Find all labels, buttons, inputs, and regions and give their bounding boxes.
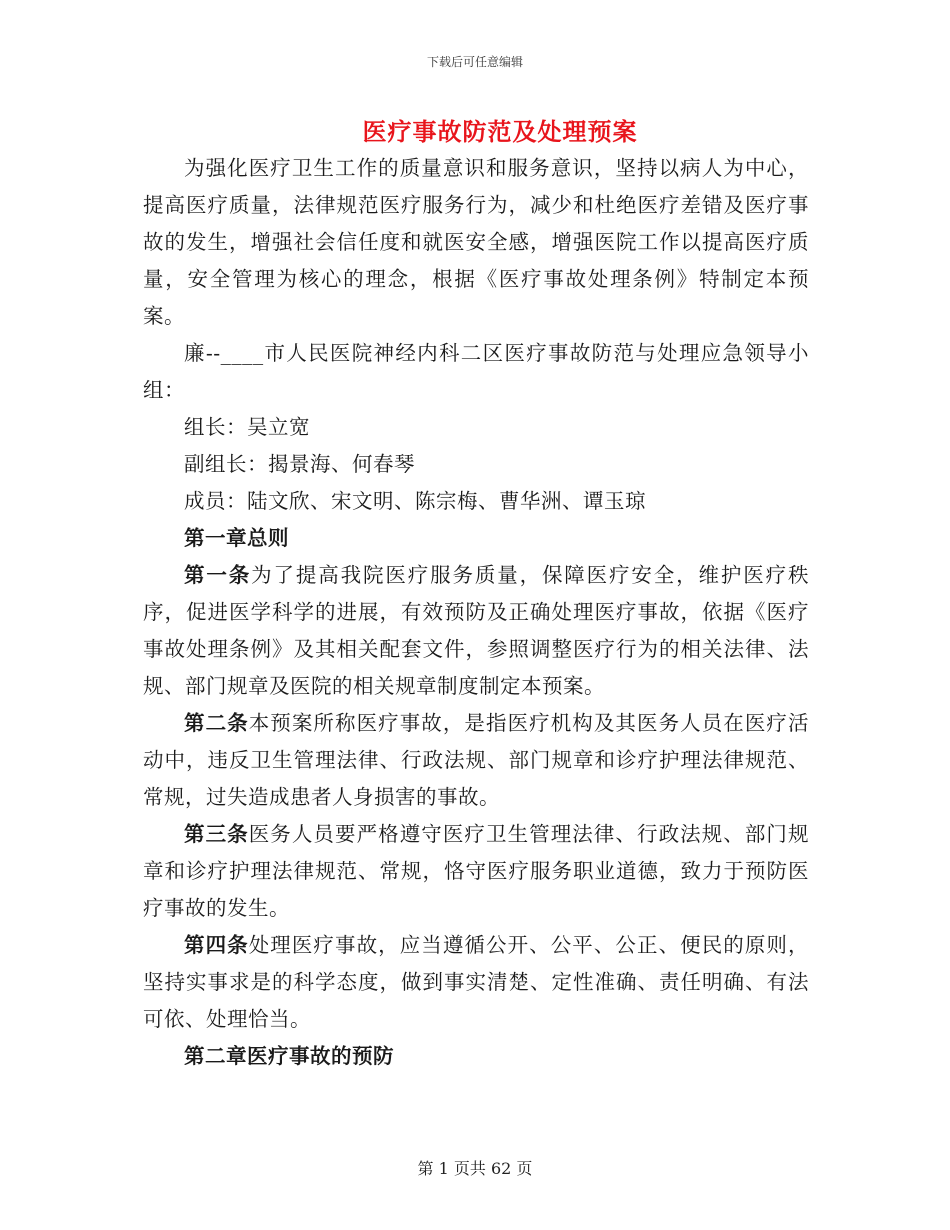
article-lead: 第一条 (184, 563, 252, 587)
deputy-line: 副组长：揭景海、何春琴 (184, 452, 415, 476)
article-paragraph (143, 557, 809, 705)
article-text: 处理医疗事故，应当遵循公开、公平、公正、便民的原则，坚持实事求是的科学态度，做到事实清楚、定性准确、责任明确、有法可依、处理恰当。 (143, 933, 810, 1031)
members-line: 成员：陆文欣、宋文明、陈宗梅、曹华洲、谭玉琼 (184, 489, 646, 513)
article-lead: 第三条 (184, 822, 249, 846)
document-body (143, 150, 809, 1075)
article-lead: 第二条 (184, 711, 249, 735)
intro-paragraph: 为强化医疗卫生工作的质量意识和服务意识，坚持以病人为中心，提高医疗质量，法律规范医疗服务行为，减少和杜绝医疗差错及医疗事故的发生，增强社会信任度和就医安全感，增强医院工作以提高医疗质量，安全管理为核心的理念，根据《医疗事故处理条例》特制定本预案。 (143, 156, 809, 328)
chapter-heading: 第二章医疗事故的预防 (184, 1044, 394, 1068)
article-text: 本预案所称医疗事故，是指医疗机构及其医务人员在医疗活动中，违反卫生管理法律、行政法规、部门规章和诊疗护理法律规范、常规，过失造成患者人身损害的事故。 (143, 711, 810, 809)
page-footer: 第 1 页共 62 页 (417, 1159, 533, 1178)
article-paragraph (143, 927, 809, 1038)
article-text: 医务人员要严格遵守医疗卫生管理法律、行政法规、部门规章和诊疗护理法律规范、常规，恪守医疗服务职业道德，致力于预防医疗事故的发生。 (143, 822, 810, 920)
header-note: 下载后可任意编辑 (426, 55, 523, 69)
article-lead: 第四条 (184, 933, 249, 957)
group-heading: 廉--____市人民医院神经内科二区医疗事故防范与处理应急领导小组： (143, 341, 809, 402)
document-title: 医疗事故防范及处理预案 (362, 117, 638, 146)
article-text: 为了提高我院医疗服务质量，保障医疗安全，维护医疗秩序，促进医学科学的进展，有效预防及正确处理医疗事故，依据《医疗事故处理条例》及其相关配套文件，参照调整医疗行为的相关法律、法规、部门规章及医院的相关规章制度制定本预案。 (143, 563, 810, 698)
article-paragraph (143, 816, 809, 927)
chapter-heading: 第一章总则 (184, 526, 289, 550)
leader-line: 组长：吴立宽 (184, 415, 310, 439)
article-paragraph (143, 705, 809, 816)
